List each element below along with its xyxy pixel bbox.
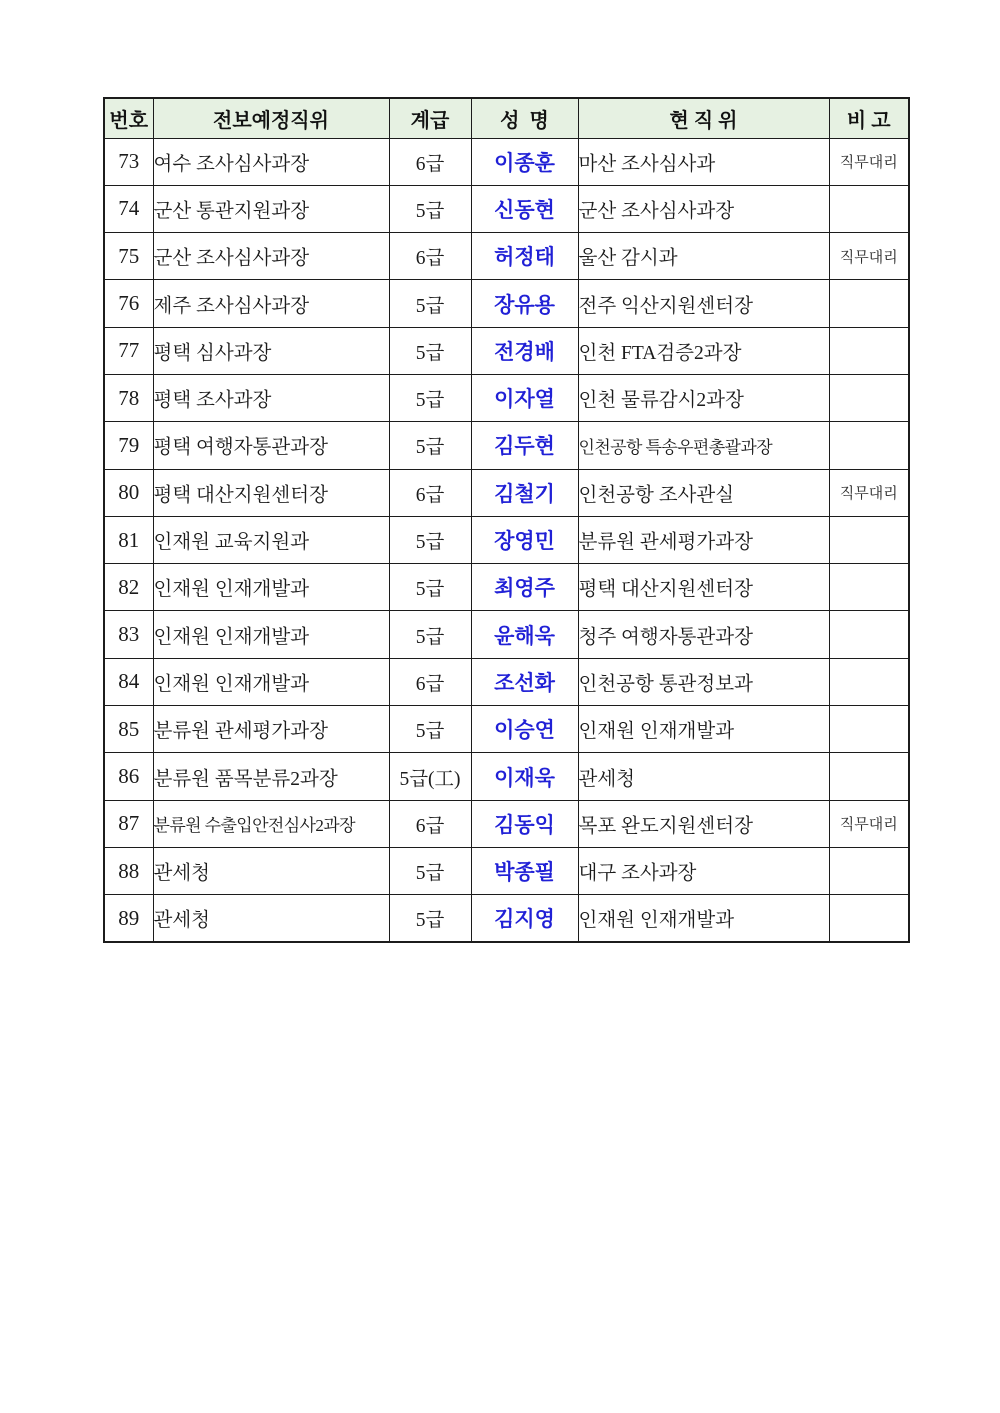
cell-rank: 6급 bbox=[389, 138, 471, 185]
cell-no: 85 bbox=[104, 706, 153, 753]
table-row bbox=[104, 564, 909, 611]
cell-current: 평택 대산지원센터장 bbox=[578, 564, 829, 611]
cell-name: 윤해욱 bbox=[471, 611, 578, 658]
table-row bbox=[104, 895, 909, 942]
cell-no: 80 bbox=[104, 469, 153, 516]
cell-rank: 5급 bbox=[389, 706, 471, 753]
cell-note bbox=[829, 280, 909, 327]
cell-name: 박종필 bbox=[471, 847, 578, 894]
header-cell-note: 비 고 bbox=[829, 98, 909, 138]
cell-no: 73 bbox=[104, 138, 153, 185]
cell-name: 전경배 bbox=[471, 327, 578, 374]
cell-note bbox=[829, 611, 909, 658]
cell-note bbox=[829, 706, 909, 753]
cell-note bbox=[829, 422, 909, 469]
cell-rank: 5급 bbox=[389, 611, 471, 658]
cell-current: 인천공항 특송우편총괄과장 bbox=[578, 422, 829, 469]
cell-note bbox=[829, 564, 909, 611]
cell-planned: 평택 심사과장 bbox=[153, 327, 389, 374]
cell-planned: 제주 조사심사과장 bbox=[153, 280, 389, 327]
cell-current: 대구 조사과장 bbox=[578, 847, 829, 894]
cell-no: 88 bbox=[104, 847, 153, 894]
cell-note bbox=[829, 185, 909, 232]
cell-current: 목포 완도지원센터장 bbox=[578, 800, 829, 847]
cell-current: 인천 물류감시2과장 bbox=[578, 374, 829, 421]
cell-planned: 군산 통관지원과장 bbox=[153, 185, 389, 232]
cell-current: 인천 FTA검증2과장 bbox=[578, 327, 829, 374]
header-cell-current: 현 직 위 bbox=[578, 98, 829, 138]
cell-rank: 5급 bbox=[389, 327, 471, 374]
cell-planned: 인재원 인재개발과 bbox=[153, 564, 389, 611]
table-row bbox=[104, 658, 909, 705]
cell-name: 김철기 bbox=[471, 469, 578, 516]
cell-no: 81 bbox=[104, 516, 153, 563]
cell-current: 전주 익산지원센터장 bbox=[578, 280, 829, 327]
cell-planned: 분류원 품목분류2과장 bbox=[153, 753, 389, 800]
cell-planned: 평택 대산지원센터장 bbox=[153, 469, 389, 516]
cell-rank: 5급 bbox=[389, 422, 471, 469]
cell-no: 89 bbox=[104, 895, 153, 942]
cell-current: 분류원 관세평가과장 bbox=[578, 516, 829, 563]
cell-name: 이종훈 bbox=[471, 138, 578, 185]
cell-planned: 평택 조사과장 bbox=[153, 374, 389, 421]
cell-note: 직무대리 bbox=[829, 233, 909, 280]
table-header bbox=[104, 98, 909, 138]
cell-name: 이자열 bbox=[471, 374, 578, 421]
table-body bbox=[104, 138, 909, 942]
cell-current: 청주 여행자통관과장 bbox=[578, 611, 829, 658]
cell-note bbox=[829, 374, 909, 421]
cell-no: 78 bbox=[104, 374, 153, 421]
cell-planned: 인재원 인재개발과 bbox=[153, 658, 389, 705]
header-cell-planned: 전보예정직위 bbox=[153, 98, 389, 138]
cell-note bbox=[829, 327, 909, 374]
table-row bbox=[104, 327, 909, 374]
cell-note bbox=[829, 895, 909, 942]
cell-note: 직무대리 bbox=[829, 138, 909, 185]
cell-rank: 5급 bbox=[389, 280, 471, 327]
table-row bbox=[104, 753, 909, 800]
cell-note bbox=[829, 847, 909, 894]
cell-planned: 인재원 교육지원과 bbox=[153, 516, 389, 563]
cell-planned: 인재원 인재개발과 bbox=[153, 611, 389, 658]
cell-current: 마산 조사심사과 bbox=[578, 138, 829, 185]
cell-note bbox=[829, 516, 909, 563]
cell-no: 79 bbox=[104, 422, 153, 469]
cell-planned: 분류원 수출입안전심사2과장 bbox=[153, 800, 389, 847]
table-row bbox=[104, 706, 909, 753]
cell-name: 장영민 bbox=[471, 516, 578, 563]
cell-note: 직무대리 bbox=[829, 800, 909, 847]
table-row bbox=[104, 800, 909, 847]
cell-rank: 5급 bbox=[389, 374, 471, 421]
cell-current: 인재원 인재개발과 bbox=[578, 706, 829, 753]
cell-name: 이재욱 bbox=[471, 753, 578, 800]
cell-name: 이승연 bbox=[471, 706, 578, 753]
cell-rank: 5급(工) bbox=[389, 753, 471, 800]
cell-rank: 6급 bbox=[389, 800, 471, 847]
cell-rank: 5급 bbox=[389, 564, 471, 611]
cell-current: 인재원 인재개발과 bbox=[578, 895, 829, 942]
cell-rank: 6급 bbox=[389, 233, 471, 280]
header-row bbox=[104, 98, 909, 138]
table-row bbox=[104, 185, 909, 232]
table-row bbox=[104, 233, 909, 280]
cell-name: 장유용 bbox=[471, 280, 578, 327]
table-row bbox=[104, 138, 909, 185]
cell-planned: 군산 조사심사과장 bbox=[153, 233, 389, 280]
cell-current: 관세청 bbox=[578, 753, 829, 800]
cell-no: 84 bbox=[104, 658, 153, 705]
cell-rank: 5급 bbox=[389, 847, 471, 894]
cell-name: 김지영 bbox=[471, 895, 578, 942]
cell-planned: 관세청 bbox=[153, 847, 389, 894]
table-row bbox=[104, 374, 909, 421]
cell-name: 신동현 bbox=[471, 185, 578, 232]
cell-note bbox=[829, 753, 909, 800]
cell-planned: 평택 여행자통관과장 bbox=[153, 422, 389, 469]
cell-current: 인천공항 통관정보과 bbox=[578, 658, 829, 705]
table-row bbox=[104, 469, 909, 516]
cell-planned: 여수 조사심사과장 bbox=[153, 138, 389, 185]
cell-no: 83 bbox=[104, 611, 153, 658]
cell-name: 조선화 bbox=[471, 658, 578, 705]
cell-name: 최영주 bbox=[471, 564, 578, 611]
cell-note bbox=[829, 658, 909, 705]
table-row bbox=[104, 422, 909, 469]
cell-rank: 6급 bbox=[389, 469, 471, 516]
cell-planned: 관세청 bbox=[153, 895, 389, 942]
header-cell-no: 번호 bbox=[104, 98, 153, 138]
cell-name: 김두현 bbox=[471, 422, 578, 469]
cell-rank: 5급 bbox=[389, 516, 471, 563]
cell-no: 86 bbox=[104, 753, 153, 800]
table-row bbox=[104, 280, 909, 327]
header-cell-name: 성 명 bbox=[471, 98, 578, 138]
cell-rank: 6급 bbox=[389, 658, 471, 705]
cell-planned: 분류원 관세평가과장 bbox=[153, 706, 389, 753]
cell-name: 허정태 bbox=[471, 233, 578, 280]
cell-no: 82 bbox=[104, 564, 153, 611]
cell-no: 87 bbox=[104, 800, 153, 847]
cell-no: 77 bbox=[104, 327, 153, 374]
cell-no: 74 bbox=[104, 185, 153, 232]
cell-current: 군산 조사심사과장 bbox=[578, 185, 829, 232]
cell-name: 김동익 bbox=[471, 800, 578, 847]
cell-current: 인천공항 조사관실 bbox=[578, 469, 829, 516]
personnel-transfer-table bbox=[103, 97, 910, 943]
header-cell-rank: 계급 bbox=[389, 98, 471, 138]
table-row bbox=[104, 516, 909, 563]
cell-current: 울산 감시과 bbox=[578, 233, 829, 280]
cell-no: 75 bbox=[104, 233, 153, 280]
cell-rank: 5급 bbox=[389, 895, 471, 942]
table-row bbox=[104, 847, 909, 894]
cell-rank: 5급 bbox=[389, 185, 471, 232]
table-row bbox=[104, 611, 909, 658]
cell-no: 76 bbox=[104, 280, 153, 327]
cell-note: 직무대리 bbox=[829, 469, 909, 516]
